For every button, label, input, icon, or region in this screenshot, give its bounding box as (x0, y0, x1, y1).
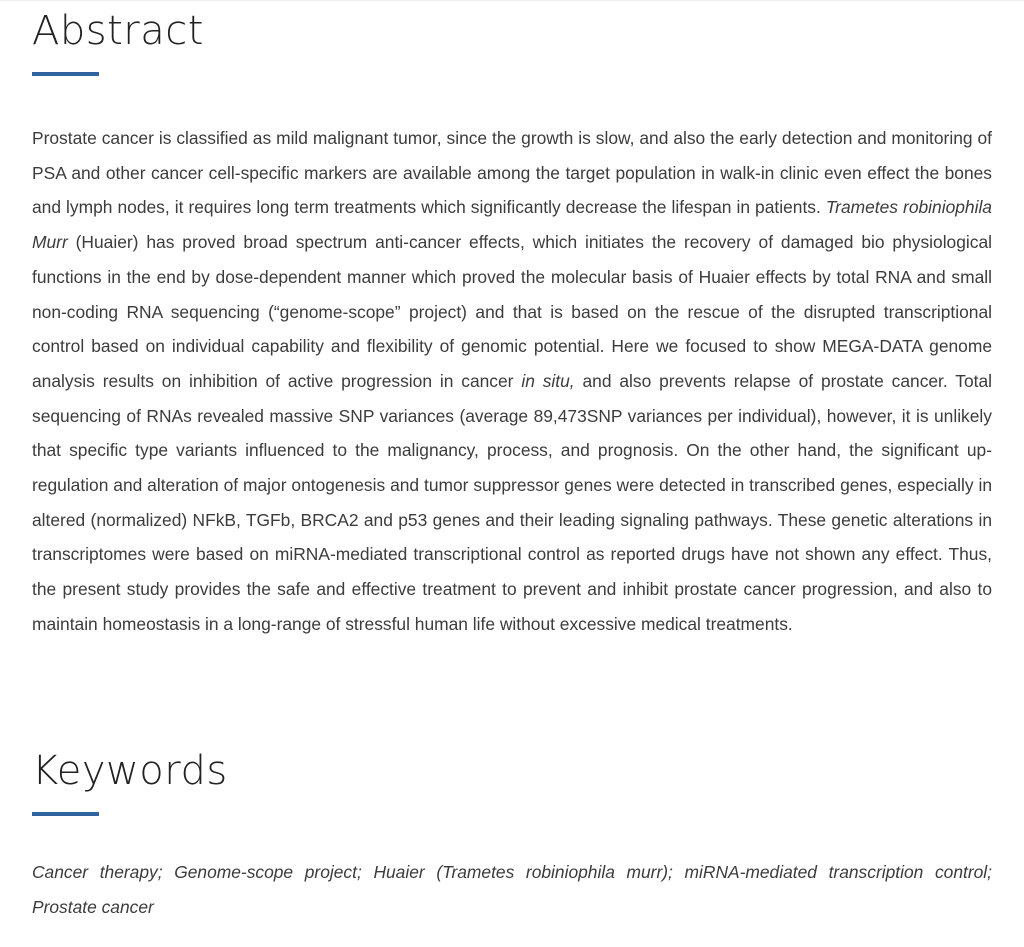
abstract-text-part-3: and also prevents relapse of prostate cancer. Total sequencing of RNAs revealed massive SNP variances (average 89,473SNP variances per individual), however, it is unlikely that specific type variants influenced to the malignancy, process, and prognosis. On the other hand, the significant up-regulation and alteration of major ontogenesis and tumor suppressor genes were detected in transcribed genes, especially in altered (normalized) NFkB, TGFb, BRCA2 and p53 genes and their leading signaling pathways. These genetic alterations in transcriptomes were based on miRNA-mediated transcriptional control as reported drugs have not shown any effect. Thus, the present study provides the safe and effective treatment to prevent and inhibit prostate cancer progression, and also to maintain homeostasis in a long-range of stressful human life without excessive medical treatments. (32, 370, 992, 634)
abstract-text-part-2: (Huaier) has proved broad spectrum anti-cancer effects, which initiates the recovery of damaged bio physiological functions in the end by dose-dependent manner which proved the molecular basis of Huaier effects by total RNA and small non-coding RNA sequencing (“genome-scope” project) and that is based on the rescue of the disrupted transcriptional control based on individual capability and flexibility of genomic potential. Here we focused to show MEGA-DATA genome analysis results on inhibition of active progression in cancer (32, 232, 992, 391)
abstract-species-name: Trametes robiniophila Murr (32, 197, 992, 253)
abstract-text (32, 121, 992, 642)
abstract-heading-underline (32, 72, 99, 76)
abstract-section (32, 0, 992, 642)
abstract-in-situ: in situ, (521, 370, 575, 391)
keywords-heading-underline (32, 812, 99, 816)
keywords-text: Cancer therapy; Genome-scope project; Huaier (Trametes robiniophila murr); miRNA-mediated transcription control; Prostate cancer (32, 862, 992, 917)
abstract-heading: Abstract (32, 8, 204, 54)
keywords-heading: Keywords (32, 748, 228, 794)
keywords-section (32, 740, 992, 924)
abstract-text-part-1: Prostate cancer is classified as mild malignant tumor, since the growth is slow, and also the early detection and monitoring of PSA and other cancer cell-specific markers are available among the target population in walk-in clinic even effect the bones and lymph nodes, it requires long term treatments which significantly decrease the lifespan in patients. (32, 128, 992, 218)
